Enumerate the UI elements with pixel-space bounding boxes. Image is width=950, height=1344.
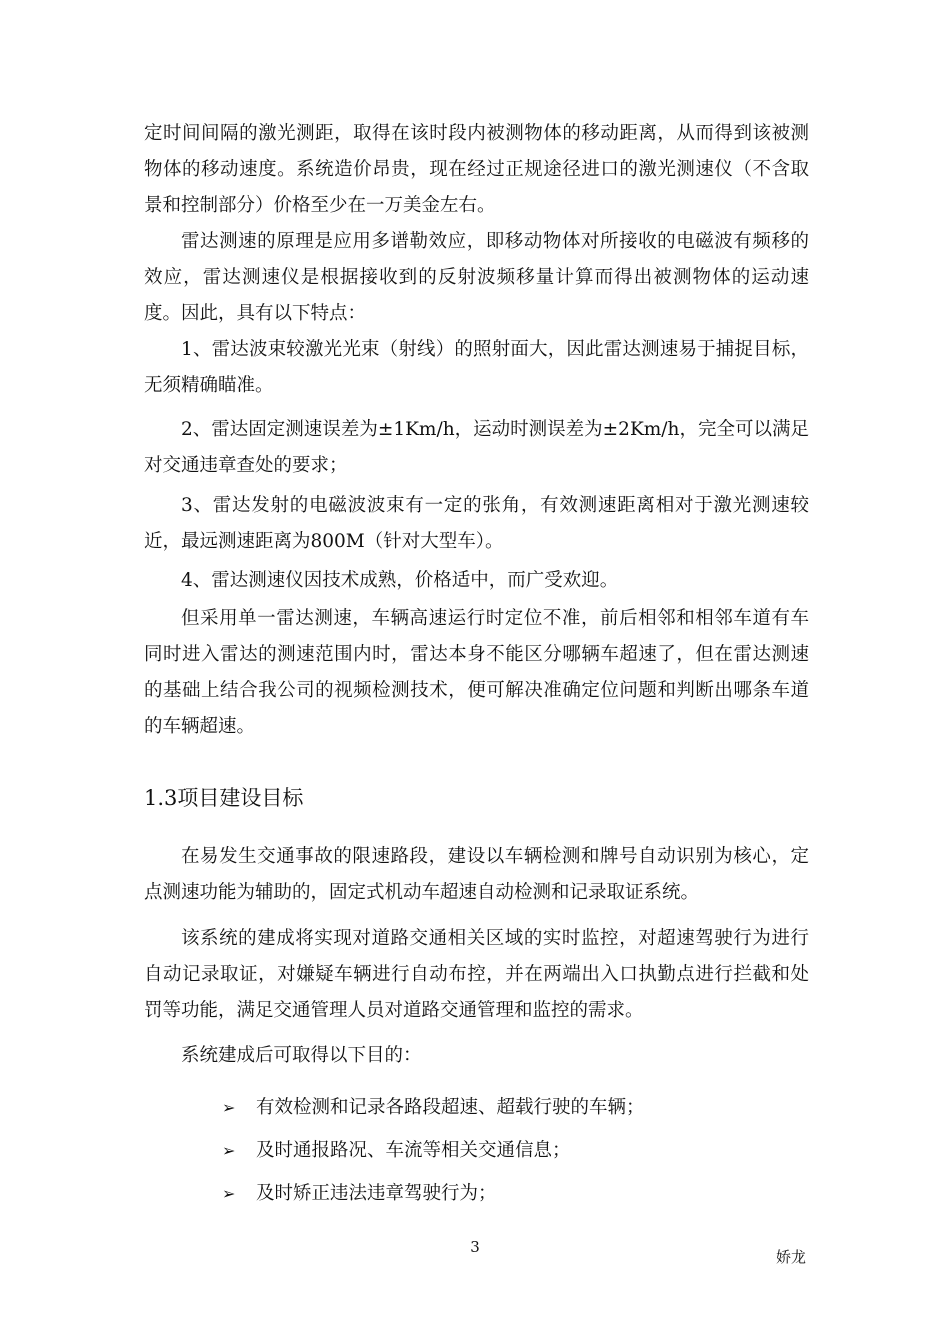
list-item [222,1172,645,1215]
arrow-bullet-icon: ➢ [222,1184,236,1203]
arrow-bullet-icon: ➢ [222,1141,236,1160]
paragraph-radar-principle: 雷达测速的原理是应用多谱勒效应，即移动物体对所接收的电磁波有频移的效应，雷达测速仪是根据接收到的反射波频移量计算而得出被测物体的运动速度。因此，具有以下特点： [144,231,809,324]
paragraph-objectives-lead: 系统建成后可取得以下目的： [181,1045,422,1066]
footer-mark: 娇龙 [776,1248,807,1266]
objectives-list [222,1086,645,1215]
arrow-bullet-icon: ➢ [222,1098,236,1117]
section-heading: 1.3项目建设目标 [144,786,304,810]
paragraph-feature-3: 3、雷达发射的电磁波波束有一定的张角，有效测速距离相对于激光测速较近，最远测速距离为800M（针对大型车）。 [144,495,809,552]
paragraph-feature-2: 2、雷达固定测速误差为±1Km/h，运动时测误差为±2Km/h，完全可以满足对交通违章查处的要求； [144,419,809,476]
paragraph-feature-4: 4、雷达测速仪因技术成熟，价格适中，而广受欢迎。 [181,570,619,591]
paragraph-feature-1: 1、雷达波束较激光光束（射线）的照射面大，因此雷达测速易于捕捉目标，无须精确瞄准。 [144,339,809,396]
list-item-text: 及时通报路况、车流等相关交通信息； [256,1140,571,1161]
list-item-text: 有效检测和记录各路段超速、超载行驶的车辆； [256,1097,645,1118]
list-item-text: 及时矫正违法违章驾驶行为； [256,1183,497,1204]
paragraph-goal-intro: 在易发生交通事故的限速路段，建设以车辆检测和牌号自动识别为核心，定点测速功能为辅助的，固定式机动车超速自动检测和记录取证系统。 [144,846,809,903]
list-item [222,1086,645,1129]
paragraph-system-function: 该系统的建成将实现对道路交通相关区域的实时监控，对超速驾驶行为进行自动记录取证，对嫌疑车辆进行自动布控，并在两端出入口执勤点进行拦截和处罚等功能，满足交通管理人员对道路交通管理和监控的需求。 [144,928,809,1021]
page-number: 3 [470,1238,480,1256]
paragraph-radar-limitation: 但采用单一雷达测速，车辆高速运行时定位不准，前后相邻和相邻车道有车同时进入雷达的测速范围内时，雷达本身不能区分哪辆车超速了，但在雷达测速的基础上结合我公司的视频检测技术，便可解决准确定位问题和判断出哪条车道的车辆超速。 [144,608,809,737]
paragraph-laser-cost: 定时间间隔的激光测距，取得在该时段内被测物体的移动距离，从而得到该被测物体的移动速度。系统造价昂贵，现在经过正规途径进口的激光测速仪（不含取景和控制部分）价格至少在一万美金左右。 [144,123,809,216]
list-item [222,1129,645,1172]
